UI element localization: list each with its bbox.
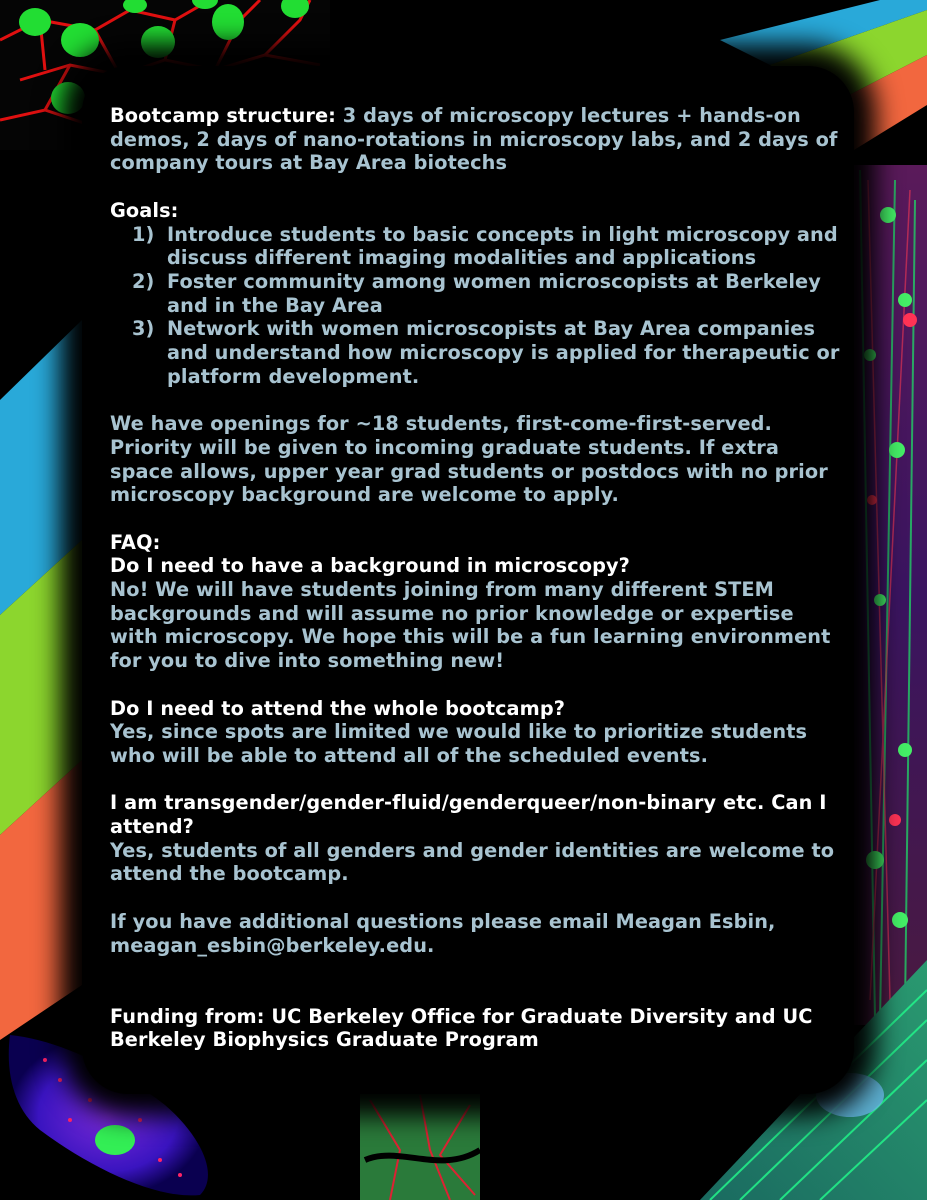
structure-text: 3 days of microscopy lectures + hands-on demos, 2 days of nano-rotations in microscopy labs, and 2 days of company tours at Bay Area biotechs bbox=[110, 104, 838, 175]
faq-answer: Yes, students of all genders and gender identities are welcome to attend the bootcamp. bbox=[110, 838, 835, 886]
flyer-content bbox=[110, 104, 840, 1052]
goal-number: 2) bbox=[132, 269, 155, 293]
funding-paragraph: Funding from: UC Berkeley Office for Graduate Diversity and UC Berkeley Biophysics Graduate Program bbox=[110, 1004, 813, 1052]
goal-text: Introduce students to basic concepts in light microscopy and discuss different imaging modalities and applications bbox=[167, 222, 838, 270]
goal-text: Network with women microscopists at Bay Area companies and understand how microscopy is applied for therapeutic or platform development. bbox=[167, 317, 840, 388]
goal-number: 3) bbox=[132, 317, 155, 341]
tissue-image bbox=[360, 1090, 480, 1200]
goals-list bbox=[110, 223, 840, 389]
faq-heading: FAQ: bbox=[110, 530, 161, 554]
bootcamp-structure bbox=[110, 104, 840, 175]
contact-paragraph: If you have additional questions please email Meagan Esbin, meagan_esbin@berkeley.edu. bbox=[110, 909, 776, 957]
neuron-image bbox=[848, 165, 927, 1025]
faq-answer: No! We will have students joining from many different STEM backgrounds and will assume no prior knowledge or expertise with microscopy. We hope this will be a fun learning environment for you to dive into something new! bbox=[110, 578, 831, 673]
faq-question: I am transgender/gender-fluid/genderqueer/non-binary etc. Can I attend? bbox=[110, 791, 827, 839]
goals-heading: Goals: bbox=[110, 198, 179, 222]
goal-text: Foster community among women microscopists at Berkeley and in the Bay Area bbox=[167, 269, 821, 317]
goal-item bbox=[110, 223, 840, 270]
goal-number: 1) bbox=[132, 222, 155, 246]
openings-paragraph: We have openings for ~18 students, first-come-first-served. Priority will be given to incoming graduate students. If extra space allows, upper year grad students or postdocs with no prior microscopy background are welcome to apply. bbox=[110, 412, 828, 507]
faq-question: Do I need to attend the whole bootcamp? bbox=[110, 696, 566, 720]
faq-question: Do I need to have a background in microscopy? bbox=[110, 554, 630, 578]
faq-answer: Yes, since spots are limited we would like to prioritize students who will be able to attend all of the scheduled events. bbox=[110, 720, 808, 767]
goal-item bbox=[110, 317, 840, 388]
goal-item bbox=[110, 270, 840, 317]
structure-label: Bootcamp structure: bbox=[110, 104, 336, 127]
